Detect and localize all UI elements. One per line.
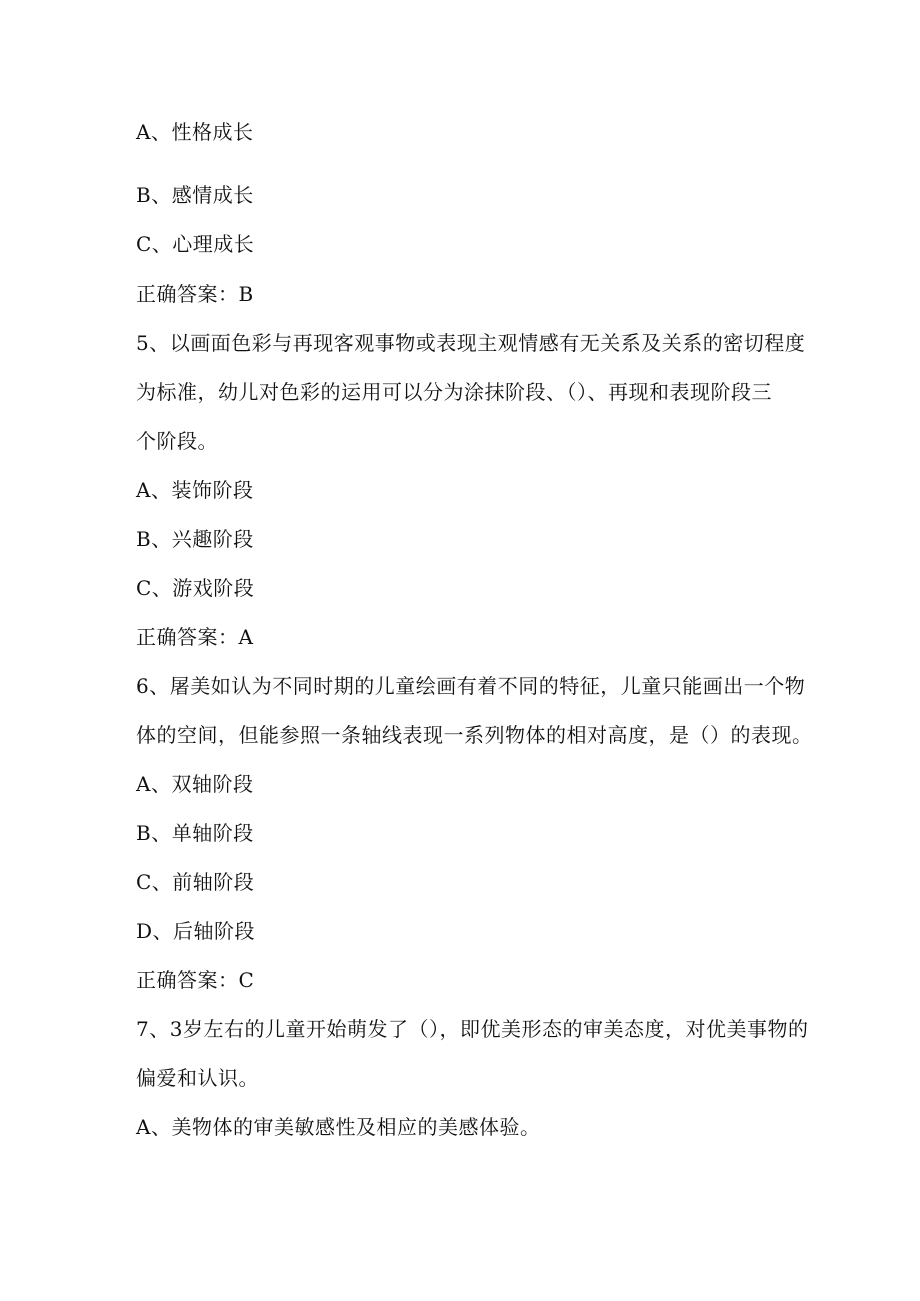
- q5-option-c: C、游戏阶段: [136, 576, 255, 600]
- q6-option-b: B、单轴阶段: [136, 821, 254, 845]
- q7-stem-line2: 偏爱和认识。: [136, 1066, 259, 1090]
- q4-option-c: C、心理成长: [136, 232, 255, 256]
- q7-stem-line1: 7、3岁左右的儿童开始萌发了（），即优美形态的审美态度，对优美事物的: [136, 1017, 809, 1041]
- q6-stem-line1: 6、屠美如认为不同时期的儿童绘画有着不同的特征，儿童只能画出一个物: [136, 674, 806, 698]
- q4-answer: 正确答案：B: [136, 282, 254, 306]
- q5-option-a: A、装饰阶段: [136, 478, 254, 502]
- q6-option-d: D、后轴阶段: [136, 919, 256, 943]
- q4-option-b: B、感情成长: [136, 183, 254, 207]
- q6-option-c: C、前轴阶段: [136, 870, 255, 894]
- q5-stem-line3: 个阶段。: [136, 429, 218, 453]
- q6-answer: 正确答案：C: [136, 968, 255, 992]
- q5-stem-line1: 5、以画面色彩与再现客观事物或表现主观情感有无关系及关系的密切程度: [136, 331, 806, 355]
- q5-option-b: B、兴趣阶段: [136, 527, 254, 551]
- q5-stem-line2: 为标准，幼儿对色彩的运用可以分为涂抹阶段、（）、再现和表现阶段三: [136, 380, 772, 404]
- q4-option-a: A、性格成长: [136, 120, 254, 144]
- q6-stem-line2: 体的空间，但能参照一条轴线表现一系列物体的相对高度，是（）的表现。: [136, 723, 813, 747]
- q6-option-a: A、双轴阶段: [136, 772, 254, 796]
- q7-option-a: A、美物体的审美敏感性及相应的美感体验。: [136, 1115, 541, 1139]
- q5-answer: 正确答案：A: [136, 625, 254, 649]
